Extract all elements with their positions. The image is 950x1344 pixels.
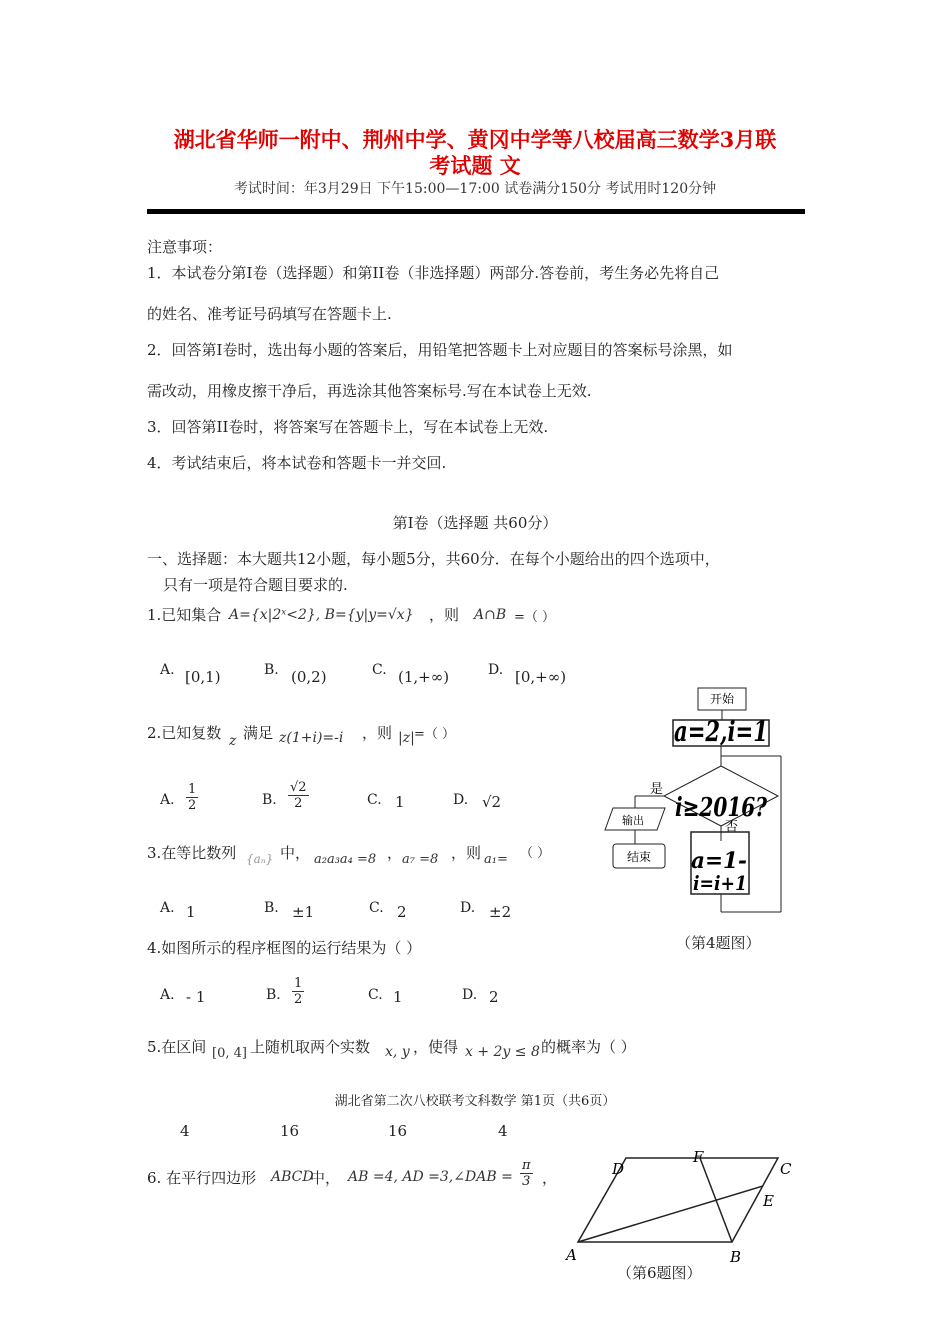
q6-prefix: 6. 在平行四边形 <box>147 1169 257 1187</box>
notice-item-4: 4．考试结束后，将本试卷和答题卡一并交回. <box>147 454 447 472</box>
q4-option-c: 1 <box>393 988 403 1006</box>
vertex-c-label: C <box>780 1160 792 1178</box>
q5-suffix: 的概率为（ ） <box>541 1038 636 1056</box>
q6-suffix: ， <box>542 1169 558 1187</box>
q3-comma: ， <box>387 844 403 862</box>
q2-z: z <box>229 733 237 749</box>
q5-option-a-denominator: 4 <box>180 1122 190 1140</box>
q1-option-b: (0,2) <box>291 668 327 686</box>
q3-option-c: 2 <box>397 903 407 921</box>
q4-label-b: B. <box>266 987 281 1003</box>
q3-label-c: C. <box>369 900 384 916</box>
q6-denominator: 3 <box>522 1174 531 1189</box>
q3-option-d: ±2 <box>489 903 512 921</box>
q5-interval: [0, 4] <box>212 1046 247 1061</box>
parallelogram-figure <box>560 1148 810 1266</box>
q2-mid: 满足 <box>243 724 274 742</box>
q1-label-b: B. <box>264 662 279 678</box>
q6-pi: π <box>522 1158 531 1173</box>
vertex-d-label: D <box>612 1160 625 1178</box>
q2-label-b: B. <box>262 792 277 808</box>
q4-option-d: 2 <box>489 988 499 1006</box>
q3-answer-blank: （ ） <box>520 846 551 861</box>
q5-prefix: 5.在区间 <box>147 1038 207 1056</box>
q3-label-d: D. <box>460 900 476 916</box>
q1-sets: A={x|2ˣ<2}, B={y|y=√x} <box>229 607 414 623</box>
q1-answer-blank: =（ ） <box>514 610 556 625</box>
q2-abs-z: |z| <box>398 730 415 746</box>
q4-label-c: C. <box>368 987 383 1003</box>
flowchart-end-label: 结束 <box>626 850 652 864</box>
q2-suffix: ，则 <box>362 724 393 742</box>
flowchart-yes-label: 是 <box>650 782 664 797</box>
page-title-line2: 考试题 文 <box>429 153 521 178</box>
q3-prefix: 3.在等比数列 <box>147 844 237 862</box>
q3-mid: 中， <box>280 844 311 862</box>
notice-heading: 注意事项： <box>147 238 223 256</box>
notice-item-1b: 的姓名、准考证号码填写在答题卡上. <box>147 305 392 323</box>
header-divider <box>147 209 805 214</box>
q6-shape: ABCD <box>271 1169 314 1185</box>
q3-label-b: B. <box>264 900 279 916</box>
notice-item-2b: 需改动，用橡皮擦干净后，再选涂其他答案标号.写在本试卷上无效. <box>147 382 592 400</box>
q5-condition: x + 2y ≤ 8 <box>465 1044 540 1060</box>
flowchart-no-label: 否 <box>725 820 739 835</box>
q1-option-d: [0,+∞) <box>515 668 567 686</box>
section-intro-a: 一、选择题：本大题共12小题，每小题5分，共60分．在每个小题给出的四个选项中， <box>147 550 720 568</box>
flowchart-update-1: a=1- <box>691 848 747 874</box>
flowchart-decision-label: i≥2016? <box>675 793 768 823</box>
q3-target: a₁= <box>484 852 508 867</box>
q3-condition-2: a₇ =8 <box>402 852 439 867</box>
notice-item-2a: 2．回答第Ⅰ卷时，选出每小题的答案后，用铅笔把答题卡上对应题目的答案标号涂黑，如 <box>147 341 733 359</box>
flowchart-caption: （第4题图） <box>676 934 761 952</box>
q2-label-d: D. <box>453 792 469 808</box>
q1-suffix: ，则 <box>429 606 460 624</box>
section-heading: 第Ⅰ卷（选择题 共60分） <box>392 514 558 532</box>
flowchart-init-label: a=2,i=1 <box>674 715 768 748</box>
q1-label-a: A. <box>160 662 175 678</box>
flowchart-start-label: 开始 <box>709 692 735 706</box>
parallelogram-abcd <box>578 1158 778 1242</box>
point-e-label: E <box>763 1192 774 1210</box>
q3-sequence: {aₙ} <box>246 852 274 866</box>
q6-mid: 中， <box>310 1169 341 1187</box>
q4-option-a: - 1 <box>186 988 206 1006</box>
page-title-line1: 湖北省华师一附中、荆州中学、黄冈中学等八校届高三数学3月联 <box>173 127 777 152</box>
q4-text: 4.如图所示的程序框图的运行结果为（ ） <box>147 939 422 957</box>
q1-label-d: D. <box>488 662 504 678</box>
q2-label-c: C. <box>367 792 382 808</box>
vertex-b-label: B <box>730 1248 742 1266</box>
q2-answer-blank: =（ ） <box>414 727 456 742</box>
q3-option-b: ±1 <box>292 903 315 921</box>
q6-condition: AB =4, AD =3,∠DAB = <box>348 1169 513 1185</box>
figure6-caption: （第6题图） <box>617 1264 702 1282</box>
q5-option-c-denominator: 16 <box>388 1122 408 1140</box>
q2-option-d: √2 <box>482 793 502 811</box>
q1-intersection: A∩B <box>474 607 507 623</box>
q2-option-a: $\frac{1}{2}$ <box>188 782 197 813</box>
q2-prefix: 2.已知复数 <box>147 724 222 742</box>
q3-suffix: ，则 <box>451 844 482 862</box>
point-f-label: F <box>693 1148 704 1166</box>
q5-mid2: ，使得 <box>413 1038 459 1056</box>
q1-option-a: [0,1) <box>185 668 221 686</box>
page-footer: 湖北省第二次八校联考文科数学 第1页（共6页） <box>334 1094 616 1109</box>
q3-label-a: A. <box>160 900 175 916</box>
exam-info: 考试时间：年3月29日 下午15:00—17:00 试卷满分150分 考试用时120分钟 <box>233 181 717 197</box>
q4-label-d: D. <box>462 987 478 1003</box>
flowchart-update-2: i=i+1 <box>693 871 747 895</box>
q4-label-a: A. <box>160 987 175 1003</box>
flowchart-figure <box>595 686 815 916</box>
q1-option-c: (1,+∞) <box>398 668 450 686</box>
q6-angle-fraction <box>520 1158 533 1189</box>
q3-condition-1: a₂a₃a₄ =8 <box>314 852 377 867</box>
flowchart-output-label: 输出 <box>622 814 644 827</box>
q5-mid: 上随机取两个实数 <box>250 1038 371 1056</box>
q1-prefix: 1.已知集合 <box>147 606 222 624</box>
q5-option-b-denominator: 16 <box>280 1122 300 1140</box>
q5-option-d-denominator: 4 <box>498 1122 508 1140</box>
q4-option-b: $\frac{1}{2}$ <box>294 976 303 1007</box>
q2-label-a: A. <box>160 792 175 808</box>
q5-vars: x, y <box>385 1044 410 1060</box>
q1-label-c: C. <box>372 662 387 678</box>
notice-item-1a: 1．本试卷分第Ⅰ卷（选择题）和第II卷（非选择题）两部分.答卷前，考生务必先将自己 <box>147 264 720 282</box>
q2-option-b: $\frac{√2}{2}$ <box>290 780 307 811</box>
section-intro-b: 只有一项是符合题目要求的. <box>163 576 348 594</box>
q3-option-a: 1 <box>186 903 196 921</box>
notice-item-3: 3．回答第II卷时，将答案写在答题卡上，写在本试卷上无效. <box>147 418 549 436</box>
vertex-a-label: A <box>566 1246 577 1264</box>
segment-fb <box>700 1158 732 1242</box>
q2-option-c: 1 <box>395 793 405 811</box>
q2-equation: z(1+i)=-i <box>279 730 344 746</box>
